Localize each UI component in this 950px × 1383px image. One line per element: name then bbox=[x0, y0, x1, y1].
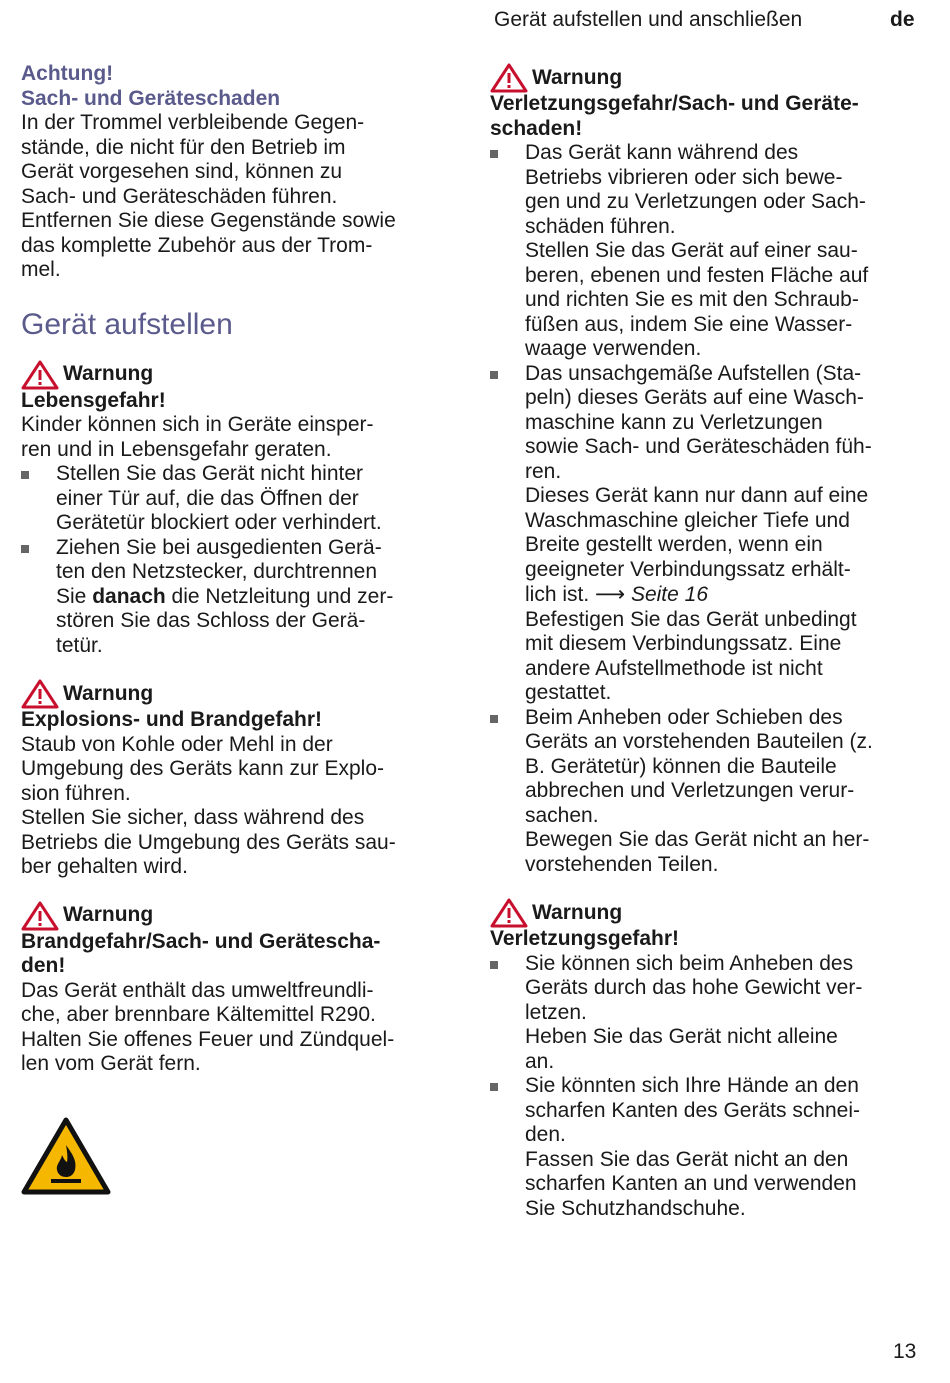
text-line: Das Gerät kann während des bbox=[525, 141, 799, 164]
text-line: Dieses Gerät kann nur dann auf eine bbox=[525, 484, 869, 507]
text-line: tetür. bbox=[56, 633, 103, 657]
text-line: B. Gerätetür) können die Bauteile bbox=[525, 754, 837, 778]
text-line: Staub von Kohle oder Mehl in der bbox=[21, 732, 333, 756]
warning-title: Verletzungsgefahr/Sach- und Geräte- bbox=[490, 92, 859, 115]
text-line: Entfernen Sie diese Gegenstände sowie bbox=[21, 209, 396, 232]
text-line: ren und in Lebensgefahr geraten. bbox=[21, 437, 332, 461]
text-line: abbrechen und Verletzungen verur- bbox=[525, 779, 855, 802]
warning-title: Lebensgefahr! bbox=[21, 388, 166, 412]
text-line: Bewegen Sie das Gerät nicht an her- bbox=[525, 828, 870, 851]
bullet-list bbox=[490, 141, 930, 877]
warning-title-cont: schaden! bbox=[490, 116, 583, 140]
running-header: Gerät aufstellen und anschließen bbox=[494, 8, 803, 31]
list-item bbox=[490, 362, 930, 706]
text-line: waage verwenden. bbox=[525, 337, 702, 360]
text-line: schäden führen. bbox=[525, 214, 676, 238]
warning-header bbox=[21, 902, 451, 930]
caution-notice bbox=[21, 62, 451, 283]
text-run: die Netzleitung und zer- bbox=[165, 584, 394, 608]
warning-header bbox=[490, 64, 930, 92]
text-line: letzen. bbox=[525, 1000, 587, 1024]
list-item bbox=[490, 706, 930, 878]
text-line: sion führen. bbox=[21, 781, 131, 805]
text-line: ten den Netzstecker, durchtrennen bbox=[56, 560, 378, 583]
warning-title: Brandgefahr/Sach- und Geräteschа- bbox=[21, 929, 381, 953]
text-line: das komplette Zubehör aus der Trom- bbox=[21, 233, 373, 257]
text-line: ren. bbox=[525, 459, 562, 483]
text-line: Geräts an vorstehenden Bauteilen (z. bbox=[525, 730, 873, 753]
warning-triangle-icon bbox=[490, 898, 528, 928]
text-line: len vom Gerät fern. bbox=[21, 1052, 201, 1075]
warning-injury-damage bbox=[490, 64, 930, 877]
caution-text bbox=[21, 111, 451, 283]
text-line: Halten Sie offenes Feuer und Zündquel- bbox=[21, 1027, 395, 1051]
right-column bbox=[490, 62, 930, 1243]
section-heading: Gerät aufstellen bbox=[21, 307, 233, 341]
text-line: Gerätetür blockiert oder verhindert. bbox=[56, 511, 382, 534]
warning-label: Warnung bbox=[63, 362, 154, 386]
warning-title-cont: den! bbox=[21, 954, 66, 977]
language-code: de bbox=[890, 8, 915, 31]
text-line bbox=[525, 582, 930, 608]
text-line: Waschmaschine gleicher Tiefe und bbox=[525, 508, 850, 532]
text-line: mit diesem Verbindungssatz. Eine bbox=[525, 632, 842, 655]
text-line: In der Trommel verbleibende Gegen- bbox=[21, 111, 365, 134]
bullet-list bbox=[21, 462, 451, 658]
page-reference-link[interactable]: Seite 16 bbox=[625, 583, 709, 606]
text-line: den. bbox=[525, 1123, 566, 1146]
list-item bbox=[490, 141, 930, 362]
text-line: Das Gerät enthält das umweltfreundli- bbox=[21, 978, 374, 1002]
text-line: Stellen Sie sicher, dass während des bbox=[21, 806, 365, 829]
text-line: maschine kann zu Verletzungen bbox=[525, 410, 823, 434]
text-line: geeigneter Verbindungssatz erhält- bbox=[525, 557, 851, 581]
warning-header bbox=[21, 361, 451, 389]
text-line: Betriebs die Umgebung des Geräts sau- bbox=[21, 830, 396, 854]
text-line: stören Sie das Schloss der Gerä- bbox=[56, 609, 366, 632]
caution-subtitle: Sach- und Geräteschaden bbox=[21, 86, 281, 110]
text-run: Sie bbox=[56, 584, 93, 608]
text-line: ber gehalten wird. bbox=[21, 855, 188, 878]
text-line: Sie können sich beim Anheben des bbox=[525, 951, 854, 975]
text-run: lich ist. bbox=[525, 583, 596, 606]
text-line: Betriebs vibrieren oder sich bewe- bbox=[525, 165, 843, 189]
text-line: beren, ebenen und festen Fläche auf bbox=[525, 263, 869, 287]
warning-triangle-icon bbox=[21, 901, 59, 931]
text-line: Stellen Sie das Gerät auf einer sau- bbox=[525, 239, 858, 262]
text-line: Gerät vorgesehen sind, können zu bbox=[21, 160, 343, 183]
warning-injury bbox=[490, 899, 930, 1221]
text-line: einer Tür auf, die das Öffnen der bbox=[56, 486, 359, 510]
warning-title: Verletzungsgefahr! bbox=[490, 927, 680, 950]
text-line: und richten Sie es mit den Schraub- bbox=[525, 288, 859, 311]
warning-header bbox=[21, 680, 451, 708]
warning-triangle-icon bbox=[490, 63, 528, 93]
text-line: Stellen Sie das Gerät nicht hinter bbox=[56, 462, 364, 485]
text-line: Ziehen Sie bei ausgedienten Gerä- bbox=[56, 535, 382, 559]
text-line: che, aber brennbare Kältemittel R290. bbox=[21, 1003, 376, 1026]
text-line: sachen. bbox=[525, 803, 599, 827]
warning-title: Explosions- und Brandgefahr! bbox=[21, 708, 323, 731]
text-line: Heben Sie das Gerät nicht alleine bbox=[525, 1025, 838, 1048]
warning-triangle-icon bbox=[21, 360, 59, 390]
caution-title: Achtung! bbox=[21, 62, 114, 85]
text-line: Geräts durch das hohe Gewicht ver- bbox=[525, 976, 863, 999]
text-line: scharfen Kanten des Geräts schnei- bbox=[525, 1098, 861, 1122]
arrow-icon: ⟶ bbox=[595, 582, 626, 606]
list-item bbox=[490, 952, 930, 1075]
text-line: Breite gestellt werden, wenn ein bbox=[525, 533, 823, 556]
list-item bbox=[21, 536, 451, 659]
text-line: vorstehenden Teilen. bbox=[525, 852, 719, 876]
warning-header bbox=[490, 899, 930, 927]
left-column bbox=[21, 62, 451, 1099]
emphasis: danach bbox=[92, 584, 166, 608]
warning-label: Warnung bbox=[63, 681, 154, 705]
text-line: gestattet. bbox=[525, 681, 612, 704]
warning-triangle-icon bbox=[21, 679, 59, 709]
warning-label: Warnung bbox=[63, 903, 154, 927]
text-line bbox=[56, 585, 451, 610]
page-number: 13 bbox=[893, 1340, 917, 1363]
text-line: an. bbox=[525, 1049, 555, 1073]
text-line: gen und zu Verletzungen oder Sach- bbox=[525, 190, 866, 213]
list-item bbox=[21, 462, 451, 536]
list-item bbox=[490, 1074, 930, 1221]
text-line: Fassen Sie das Gerät nicht an den bbox=[525, 1147, 849, 1171]
text-line: stände, die nicht für den Betrieb im bbox=[21, 135, 346, 159]
text-line: Beim Anheben oder Schieben des bbox=[525, 705, 843, 729]
text-line: Befestigen Sie das Gerät unbedingt bbox=[525, 607, 857, 631]
text-line: Sach- und Geräteschäden führen. bbox=[21, 184, 338, 208]
text-line: mel. bbox=[21, 258, 61, 281]
text-line: andere Aufstellmethode ist nicht bbox=[525, 656, 823, 680]
warning-label: Warnung bbox=[532, 900, 623, 924]
bullet-list bbox=[490, 952, 930, 1222]
text-line: füßen aus, indem Sie eine Wasser- bbox=[525, 312, 853, 336]
text-line: Sie Schutzhandschuhe. bbox=[525, 1196, 746, 1220]
text-line: scharfen Kanten an und verwenden bbox=[525, 1172, 857, 1195]
text-line: Das unsachgemäße Aufstellen (Sta- bbox=[525, 361, 862, 385]
text-line: peln) dieses Geräts auf eine Wasch- bbox=[525, 386, 864, 409]
text-line: sowie Sach- und Geräteschäden füh- bbox=[525, 435, 872, 458]
text-line: Umgebung des Geräts kann zur Explo- bbox=[21, 757, 385, 780]
warning-fire bbox=[21, 902, 451, 1077]
warning-label: Warnung bbox=[532, 65, 623, 89]
flammable-warning-icon bbox=[21, 1117, 111, 1195]
warning-explosion bbox=[21, 680, 451, 880]
text-line: Sie könnten sich Ihre Hände an den bbox=[525, 1074, 859, 1097]
text-line: Kinder können sich in Geräte einsper- bbox=[21, 413, 374, 436]
warning-lebensgefahr bbox=[21, 361, 451, 659]
